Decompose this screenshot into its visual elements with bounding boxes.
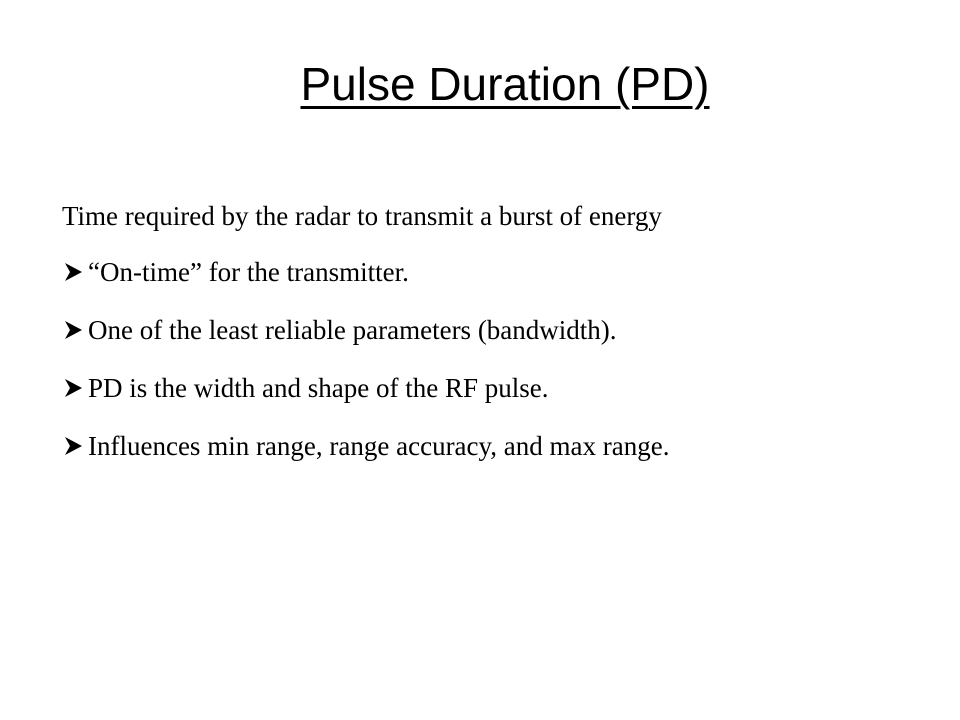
bullet-list: [62, 252, 669, 484]
bullet-text: “On-time” for the transmitter.: [88, 256, 409, 287]
arrow-bullet-icon: [62, 319, 84, 341]
bullet-text: PD is the width and shape of the RF pulse.: [88, 372, 549, 403]
bullet-item: [62, 426, 669, 466]
slide-title: Pulse Duration (PD): [300, 58, 710, 110]
bullet-text: One of the least reliable parameters (bandwidth).: [88, 314, 617, 345]
intro-text: Time required by the radar to transmit a burst of energy: [62, 201, 662, 231]
arrow-bullet-icon: [62, 261, 84, 283]
bullet-item: [62, 368, 669, 408]
bullet-item: [62, 310, 669, 350]
arrow-bullet-icon: [62, 377, 84, 399]
bullet-text: Influences min range, range accuracy, and max range.: [88, 430, 670, 461]
bullet-item: [62, 252, 669, 292]
arrow-bullet-icon: [62, 435, 84, 457]
